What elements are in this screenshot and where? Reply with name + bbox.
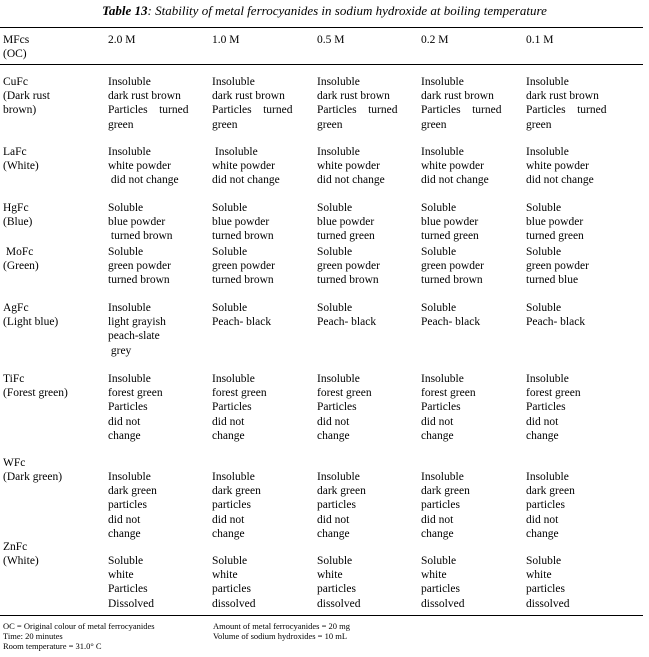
cell-agfc-0-1: Soluble Peach- black xyxy=(526,302,586,329)
row-name-lafc: LaFc (White) xyxy=(3,146,39,173)
footnote-oc: OC = Original colour of metal ferrocyanides xyxy=(3,621,155,631)
top-rule xyxy=(0,27,643,28)
cell-lafc-0-2: Insoluble white powder did not change xyxy=(421,146,489,187)
header-conc-0-2: 0.2 M xyxy=(421,34,449,46)
cell-tifc-2-0: Insoluble forest green Particles did not change xyxy=(108,373,163,442)
cell-znfc-0-1: Soluble white particles dissolved xyxy=(526,555,570,610)
cell-lafc-2-0: Insoluble white powder did not change xyxy=(108,146,179,187)
row-name-hgfc: HgFc (Blue) xyxy=(3,202,33,229)
cell-znfc-1-0: Soluble white particles dissolved xyxy=(212,555,256,610)
cell-wfc-0-5: Insoluble dark green particles did not change xyxy=(317,471,366,540)
footnote-volume: Volume of sodium hydroxides = 10 mL xyxy=(213,631,348,641)
cell-cufc-0-1: Insoluble dark rust brown Particles turned green xyxy=(526,76,607,131)
row-name-cufc: CuFc (Dark rust brown) xyxy=(3,76,50,117)
row-name-wfc: WFc (Dark green) xyxy=(3,457,63,484)
row-name-tifc: TiFc (Forest green) xyxy=(3,373,68,400)
table-title: : Stability of metal ferrocyanides in sodium hydroxide at boiling temperature xyxy=(147,3,547,18)
bottom-rule xyxy=(0,615,643,616)
cell-wfc-0-2: Insoluble dark green particles did not change xyxy=(421,471,470,540)
cell-cufc-1-0: Insoluble dark rust brown Particles turned green xyxy=(212,76,293,131)
cell-tifc-0-2: Insoluble forest green Particles did not change xyxy=(421,373,476,442)
cell-mofc-0-5: Soluble green powder turned brown xyxy=(317,246,380,287)
cell-lafc-1-0: Insoluble white powder did not change xyxy=(212,146,280,187)
cell-mofc-2-0: Soluble green powder turned brown xyxy=(108,246,171,287)
cell-agfc-2-0: Insoluble light grayish peach-slate grey xyxy=(108,302,166,357)
header-conc-1-0: 1.0 M xyxy=(212,34,240,46)
header-conc-2-0: 2.0 M xyxy=(108,34,136,46)
row-name-mofc: MoFc (Green) xyxy=(3,246,39,273)
cell-wfc-2-0: Insoluble dark green particles did not change xyxy=(108,471,157,540)
cell-agfc-1-0: Soluble Peach- black xyxy=(212,302,272,329)
cell-hgfc-2-0: Soluble blue powder turned brown xyxy=(108,202,173,243)
cell-wfc-1-0: Insoluble dark green particles did not change xyxy=(212,471,261,540)
cell-tifc-0-5: Insoluble forest green Particles did not change xyxy=(317,373,372,442)
cell-znfc-0-5: Soluble white particles dissolved xyxy=(317,555,361,610)
footnote-room-temperature: Room temperature = 31.0° C xyxy=(3,641,102,651)
row-name-agfc: AgFc (Light blue) xyxy=(3,302,59,329)
cell-mofc-0-1: Soluble green powder turned blue xyxy=(526,246,589,287)
cell-znfc-2-0: Soluble white Particles Dissolved xyxy=(108,555,154,610)
header-mfcs: MFcs (OC) xyxy=(3,34,30,61)
cell-cufc-2-0: Insoluble dark rust brown Particles turned green xyxy=(108,76,189,131)
header-conc-0-5: 0.5 M xyxy=(317,34,345,46)
cell-agfc-0-2: Soluble Peach- black xyxy=(421,302,481,329)
cell-hgfc-0-1: Soluble blue powder turned green xyxy=(526,202,584,243)
cell-tifc-0-1: Insoluble forest green Particles did not change xyxy=(526,373,581,442)
cell-lafc-0-5: Insoluble white powder did not change xyxy=(317,146,385,187)
table-caption xyxy=(0,3,649,19)
cell-tifc-1-0: Insoluble forest green Particles did not change xyxy=(212,373,267,442)
cell-cufc-0-5: Insoluble dark rust brown Particles turned green xyxy=(317,76,398,131)
footnote-time: Time: 20 minutes xyxy=(3,631,63,641)
cell-hgfc-0-5: Soluble blue powder turned green xyxy=(317,202,375,243)
cell-znfc-0-2: Soluble white particles dissolved xyxy=(421,555,465,610)
cell-hgfc-0-2: Soluble blue powder turned green xyxy=(421,202,479,243)
cell-lafc-0-1: Insoluble white powder did not change xyxy=(526,146,594,187)
cell-hgfc-1-0: Soluble blue powder turned brown xyxy=(212,202,274,243)
row-name-znfc: ZnFc (White) xyxy=(3,541,39,568)
footnote-amount: Amount of metal ferrocyanides = 20 mg xyxy=(213,621,350,631)
header-rule xyxy=(0,64,643,65)
header-conc-0-1: 0.1 M xyxy=(526,34,554,46)
cell-mofc-0-2: Soluble green powder turned brown xyxy=(421,246,484,287)
table-label: Table 13 xyxy=(102,3,148,18)
cell-wfc-0-1: Insoluble dark green particles did not change xyxy=(526,471,575,540)
cell-cufc-0-2: Insoluble dark rust brown Particles turned green xyxy=(421,76,502,131)
cell-agfc-0-5: Soluble Peach- black xyxy=(317,302,377,329)
cell-mofc-1-0: Soluble green powder turned brown xyxy=(212,246,275,287)
